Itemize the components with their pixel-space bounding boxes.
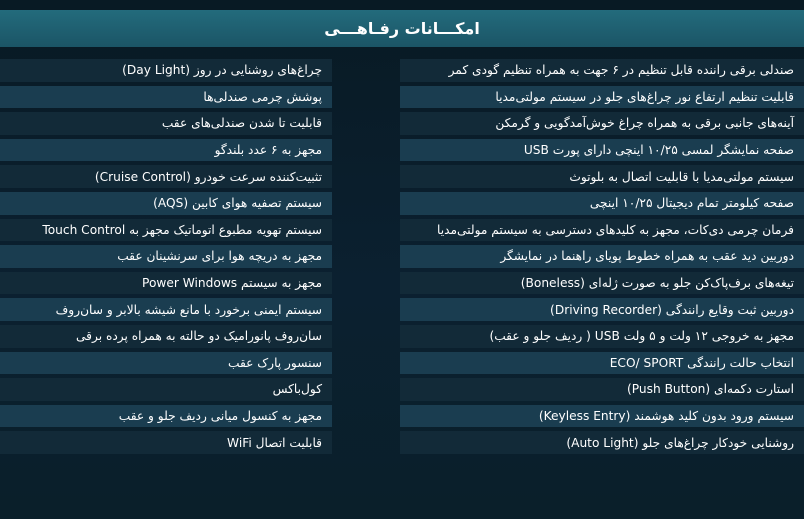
- feature-cell: قابلیت اتصال WiFi: [0, 431, 332, 454]
- table-row: [0, 429, 804, 456]
- feature-cell: صفحه کیلومتر تمام دیجیتال ۱۰/۲۵ اینچی: [400, 192, 804, 215]
- table-row: [0, 84, 804, 111]
- features-table: [0, 57, 804, 456]
- feature-cell: استارت دکمه‌ای (Push Button): [400, 378, 804, 401]
- feature-cell: فرمان چرمی دی‌کات، مجهز به کلیدهای دسترسی به سیستم مولتی‌مدیا: [400, 219, 804, 242]
- feature-cell: مجهز به ۶ عدد بلندگو: [0, 139, 332, 162]
- table-row: [0, 243, 804, 270]
- feature-cell: تثبیت‌کننده سرعت خودرو (Cruise Control): [0, 165, 332, 188]
- table-row: [0, 217, 804, 244]
- feature-cell: صفحه نمایشگر لمسی ۱۰/۲۵ اینچی دارای پورت USB: [400, 139, 804, 162]
- table-row: [0, 270, 804, 297]
- table-row: [0, 163, 804, 190]
- table-row: [0, 110, 804, 137]
- table-row: [0, 190, 804, 217]
- feature-cell: صندلی برقی راننده قابل تنظیم در ۶ جهت به همراه تنظیم گودی کمر: [400, 59, 804, 82]
- feature-cell: سیستم مولتی‌مدیا با قابلیت اتصال به بلوتوث: [400, 165, 804, 188]
- feature-cell: دوربین ثبت وقایع رانندگی (Driving Recorder): [400, 298, 804, 321]
- table-row: [0, 350, 804, 377]
- feature-cell: چراغ‌های روشنایی در روز (Day Light): [0, 59, 332, 82]
- table-row: [0, 323, 804, 350]
- feature-cell: مجهز به سیستم Power Windows: [0, 272, 332, 295]
- section-header: [0, 10, 804, 47]
- feature-cell: سیستم ورود بدون کلید هوشمند (Keyless Entry): [400, 405, 804, 428]
- feature-cell: سیستم ایمنی برخورد با مانع شیشه بالابر و سان‌روف: [0, 298, 332, 321]
- feature-cell: آینه‌های جانبی برقی به همراه چراغ خوش‌آمدگویی و گرمکن: [400, 112, 804, 135]
- feature-cell: سان‌روف پانورامیک دو حالته به همراه پرده برقی: [0, 325, 332, 348]
- table-row: [0, 376, 804, 403]
- feature-cell: مجهز به خروجی ۱۲ ولت و ۵ ولت USB ( ردیف جلو و عقب): [400, 325, 804, 348]
- table-row: [0, 296, 804, 323]
- feature-cell: پوشش چرمی صندلی‌ها: [0, 86, 332, 109]
- feature-cell: سنسور پارک عقب: [0, 352, 332, 375]
- feature-cell: انتخاب حالت رانندگی ECO/ SPORT: [400, 352, 804, 375]
- feature-cell: کول‌باکس: [0, 378, 332, 401]
- feature-cell: سیستم تهویه مطبوع اتوماتیک مجهز به Touch Control: [0, 219, 332, 242]
- feature-cell: تیغه‌های برف‌پاک‌کن جلو به صورت ژله‌ای (Boneless): [400, 272, 804, 295]
- table-row: [0, 137, 804, 164]
- feature-cell: روشنایی خودکار چراغ‌های جلو (Auto Light): [400, 431, 804, 454]
- table-row: [0, 403, 804, 430]
- feature-cell: مجهز به دریچه هوا برای سرنشینان عقب: [0, 245, 332, 268]
- feature-cell: دوربین دید عقب به همراه خطوط پویای راهنما در نمایشگر: [400, 245, 804, 268]
- feature-cell: مجهز به کنسول میانی ردیف جلو و عقب: [0, 405, 332, 428]
- table-row: [0, 57, 804, 84]
- feature-cell: قابلیت تا شدن صندلی‌های عقب: [0, 112, 332, 135]
- feature-cell: قابلیت تنظیم ارتفاع نور چراغ‌های جلو در سیستم مولتی‌مدیا: [400, 86, 804, 109]
- feature-cell: سیستم تصفیه هوای کابین (AQS): [0, 192, 332, 215]
- section-title: امکـــانات رفـاهـــی: [324, 19, 480, 38]
